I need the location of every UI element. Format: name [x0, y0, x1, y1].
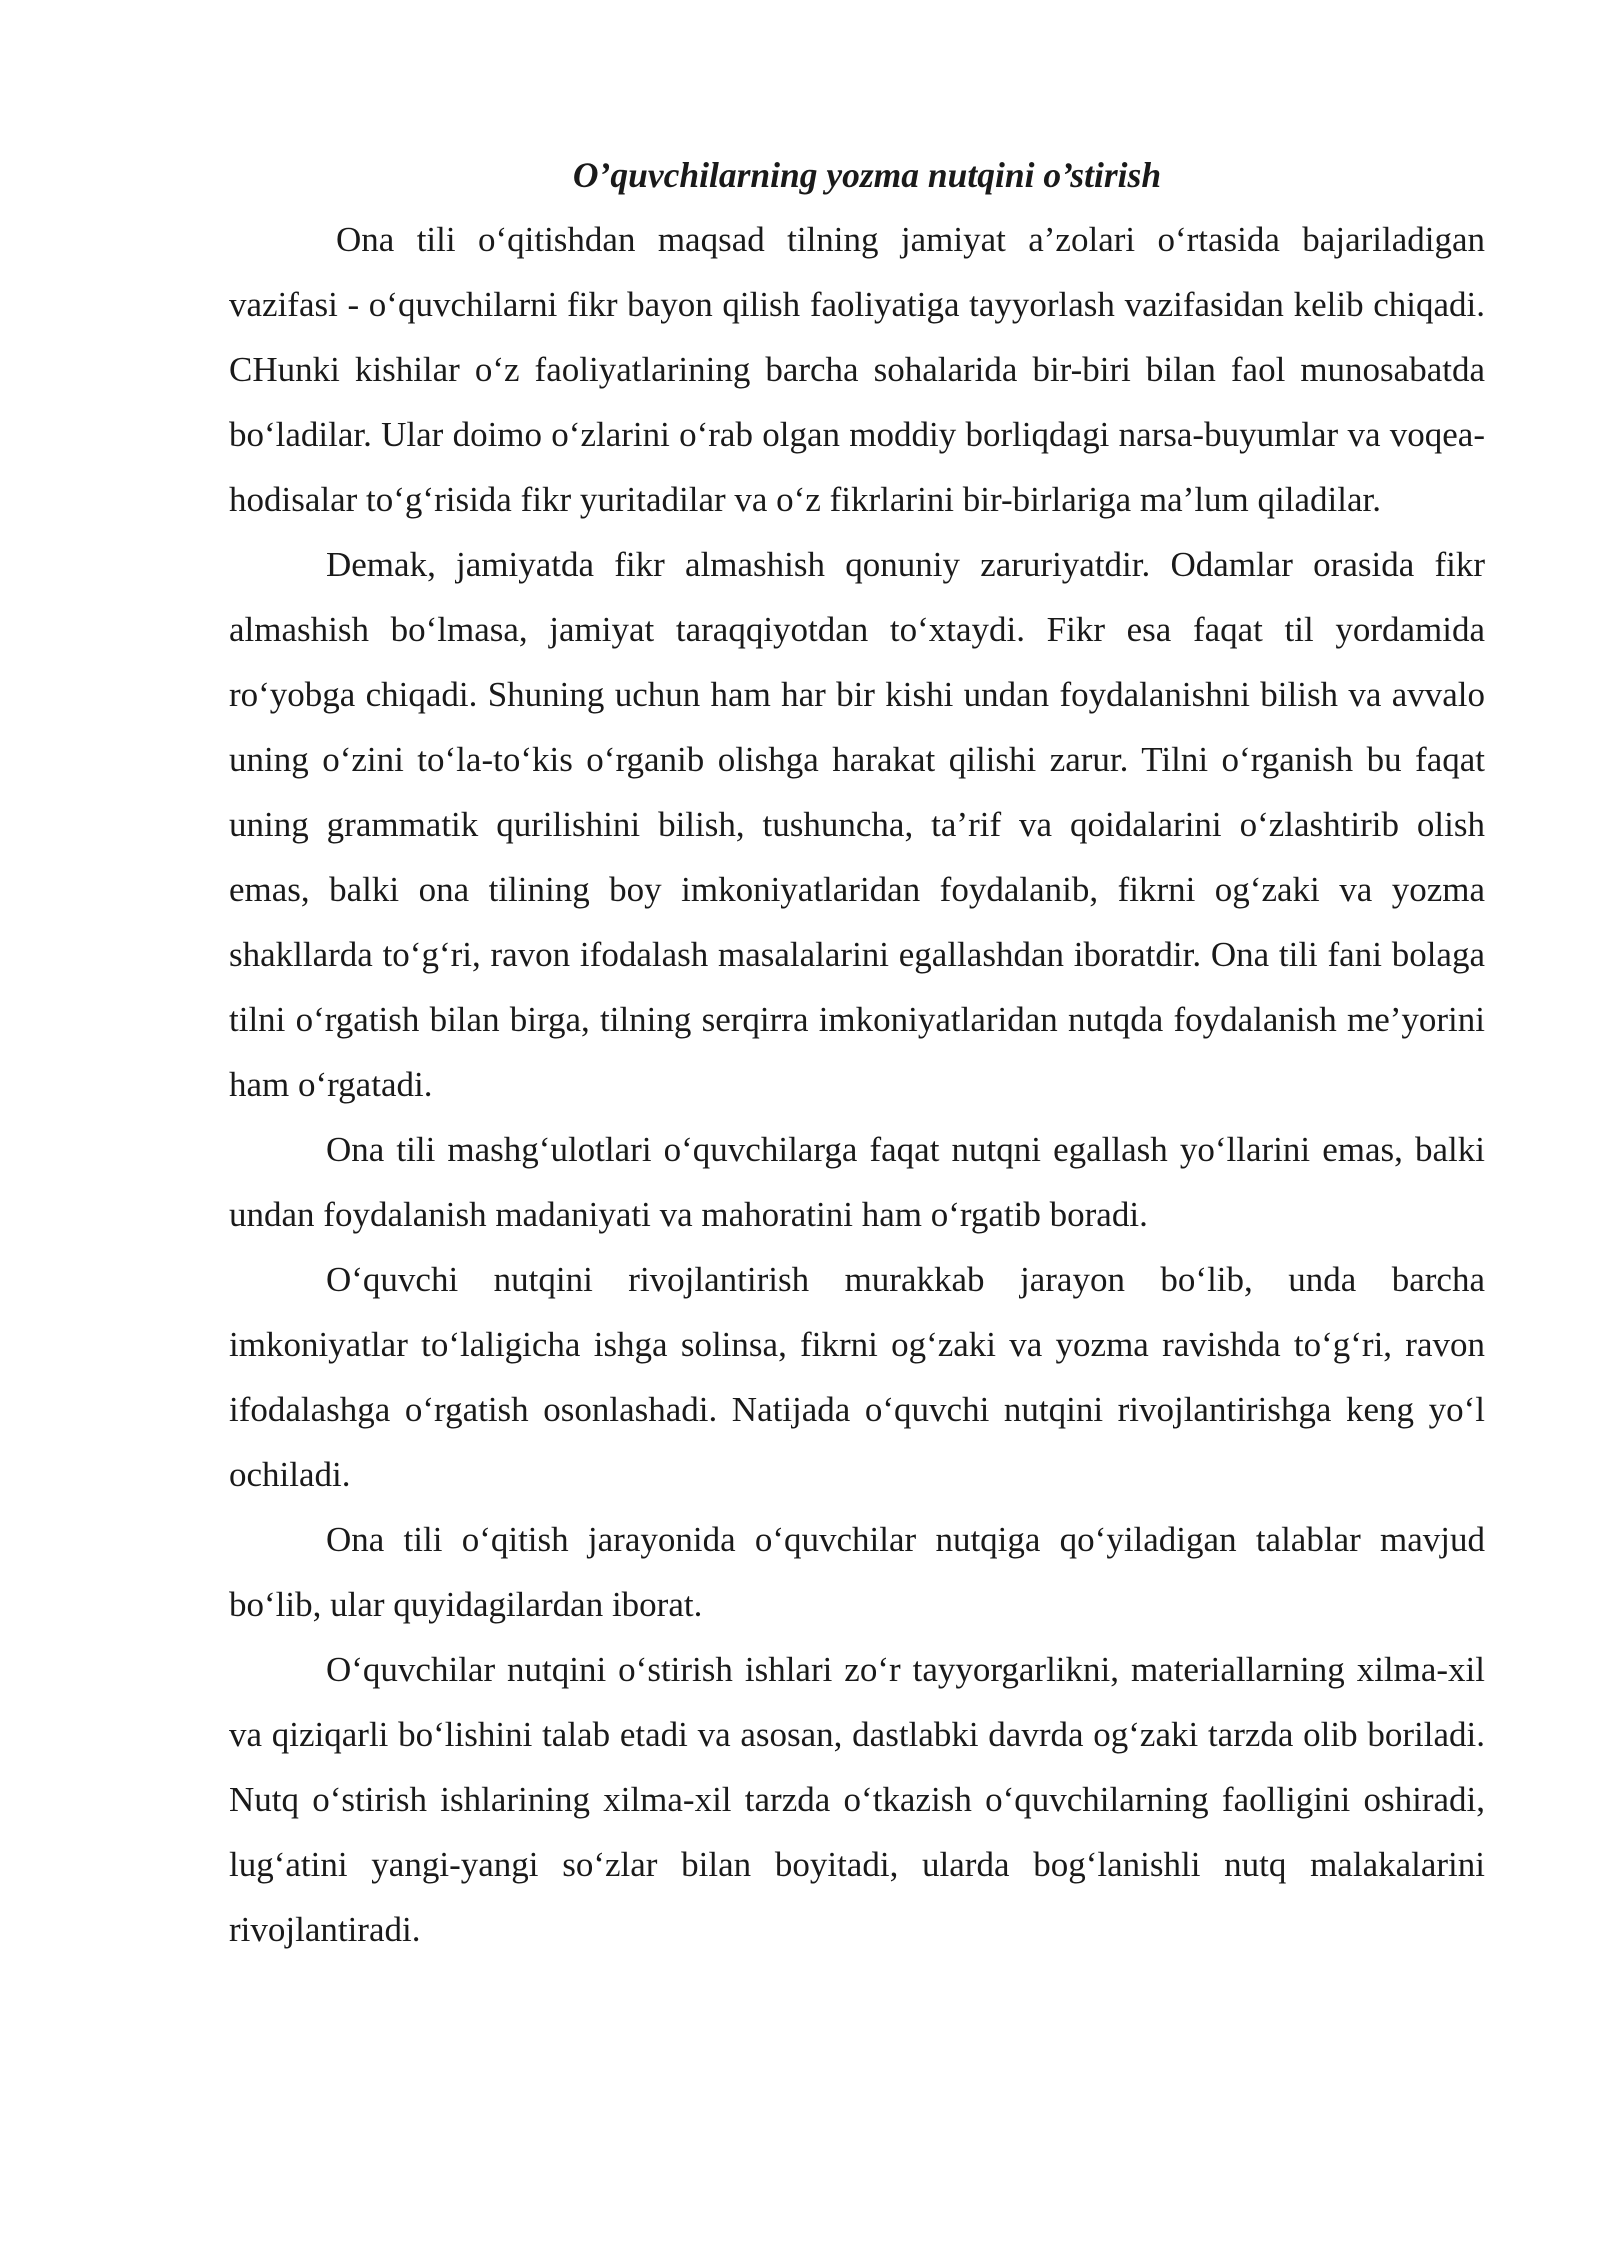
paragraph-1: Ona tili o‘qitishdan maqsad tilning jamiyat a’zolari o‘rtasida bajariladigan vazifasi - o‘quvchilarni fikr bayon qilish faoliyatiga tayyorlash vazifasidan kelib chiqadi. CHunki kishilar o‘z faoliyatlarining barcha sohalarida bir-biri bilan faol munosabatda bo‘ladilar. Ular doimo o‘zlarini o‘rab olgan moddiy borliqdagi narsa-buyumlar va voqea-hodisalar to‘g‘risida fikr yuritadilar va o‘z fikrlarini bir-birlariga ma’lum qiladilar.: [229, 220, 1485, 519]
paragraph-5: Ona tili o‘qitish jarayonida o‘quvchilar nutqiga qo‘yiladigan talablar mavjud bo‘lib, ular quyidagilardan iborat.: [229, 1520, 1485, 1624]
paragraph-6: O‘quvchilar nutqini o‘stirish ishlari zo‘r tayyorgarlikni, materiallarning xilma-xil va qiziqarli bo‘lishini talab etadi va asosan, dastlabki davrda og‘zaki tarzda olib boriladi. Nutq o‘stirish ishlarining xilma-xil tarzda o‘tkazish o‘quvchilarning faolligini oshiradi, lug‘atini yangi-yangi so‘zlar bilan boyitadi, ularda bog‘lanishli nutq malakalarini rivojlantiradi.: [229, 1650, 1485, 1949]
document-body: [229, 148, 1485, 1962]
paragraph-2: Demak, jamiyatda fikr almashish qonuniy zaruriyatdir. Odamlar orasida fikr almashish bo‘lmasa, jamiyat taraqqiyotdan to‘xtaydi. Fikr esa faqat til yordamida ro‘yobga chiqadi. Shuning uchun ham har bir kishi undan foydalanishni bilish va avvalo uning o‘zini to‘la-to‘kis o‘rganib olishga harakat qilishi zarur. Tilni o‘rganish bu faqat uning grammatik qurilishini bilish, tushuncha, ta’rif va qoidalarini o‘zlashtirib olish emas, balki ona tilining boy imkoniyatlaridan foydalanib, fikrni og‘zaki va yozma shakllarda to‘g‘ri, ravon ifodalash masalalarini egallashdan iboratdir. Ona tili fani bolaga tilni o‘rgatish bilan birga, tilning serqirra imkoniyatlaridan nutqda foydalanish me’yorini ham o‘rgatadi.: [229, 545, 1485, 1104]
document-title: O’quvchilarning yozma nutqini o’stirish: [572, 155, 1162, 195]
paragraph-3: Ona tili mashg‘ulotlari o‘quvchilarga faqat nutqni egallash yo‘llarini emas, balki undan foydalanish madaniyati va mahoratini ham o‘rgatib boradi.: [229, 1130, 1485, 1234]
paragraph-4: O‘quvchi nutqini rivojlantirish murakkab jarayon bo‘lib, unda barcha imkoniyatlar to‘laligicha ishga solinsa, fikrni og‘zaki va yozma ravishda to‘g‘ri, ravon ifodalashga o‘rgatish osonlashadi. Natijada o‘quvchi nutqini rivojlantirishga keng yo‘l ochiladi.: [229, 1260, 1485, 1494]
